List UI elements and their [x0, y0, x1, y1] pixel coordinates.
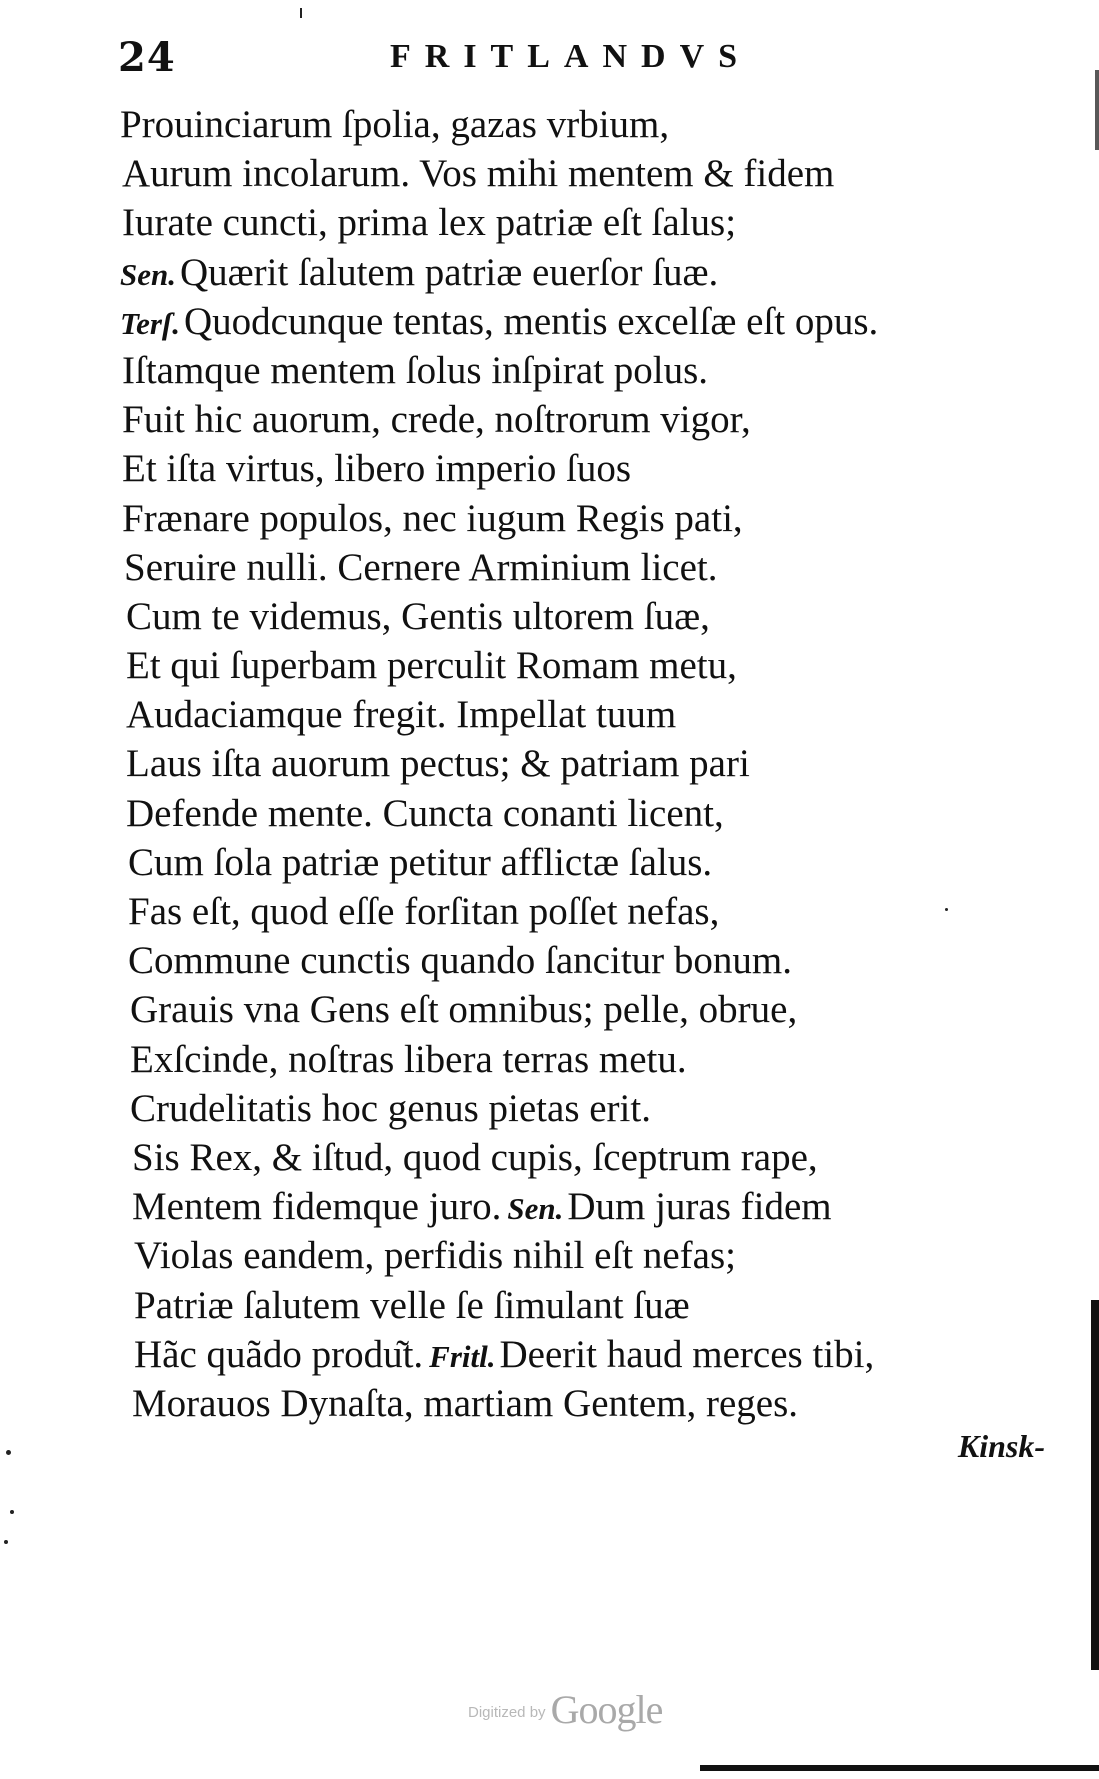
- verse-line: [120, 1133, 1070, 1182]
- verse-line: [120, 395, 1070, 444]
- verse-text: Seruire nulli. Cernere Arminium licet.: [124, 545, 718, 589]
- page-number: 24: [118, 34, 176, 81]
- speaker-label: Sen.: [507, 1191, 564, 1227]
- verse-line: [120, 444, 1070, 493]
- verse-line: [120, 1035, 1070, 1084]
- verse-line: [120, 739, 1070, 788]
- speaker-label: Fritl.: [429, 1338, 496, 1374]
- verse-line: [120, 690, 1070, 739]
- verse-line: [120, 936, 1070, 985]
- verse-text: Laus iſta auorum pectus; & patriam pari: [126, 742, 750, 786]
- verse-line: [120, 1182, 1070, 1231]
- page-bottom-edge: [700, 1765, 1099, 1771]
- catchword: Kinsk-: [957, 1428, 1045, 1464]
- verse-line: [120, 1231, 1070, 1280]
- verse-line: [120, 543, 1070, 592]
- ink-speck: [945, 908, 948, 911]
- verse-line: [120, 985, 1070, 1034]
- running-head: FRITLANDVS: [390, 38, 752, 75]
- verse-text: Frænare populos, nec iugum Regis pati,: [122, 496, 743, 540]
- verse-text: Aurum incolarum. Vos mihi mentem & fidem: [122, 152, 835, 196]
- verse-line: [120, 1379, 1070, 1428]
- verse-text: Iſtamque mentem ſolus inſpirat polus.: [122, 348, 708, 392]
- verse-text: Grauis vna Gens eſt omnibus; pelle, obrue,: [130, 988, 798, 1032]
- speaker-label: Terſ.: [120, 305, 180, 341]
- verse-line: [120, 592, 1070, 641]
- verse-text: Morauos Dynaſta, martiam Gentem, reges.: [132, 1381, 799, 1425]
- verse-text: Crudelitatis hoc genus pietas erit.: [130, 1086, 651, 1130]
- ink-speck: [4, 1540, 8, 1544]
- verse-line: [120, 887, 1070, 936]
- ink-speck: [6, 1450, 11, 1455]
- verse-text: Mentem fidemque juro.: [132, 1185, 502, 1229]
- verse-line: [120, 641, 1070, 690]
- verse-line: [120, 198, 1070, 247]
- verse-text: Quærit ſalutem patriæ euerſor ſuæ.: [180, 250, 719, 294]
- verse-text: Et iſta virtus, libero imperio ſuos: [122, 447, 632, 491]
- verse-line: [120, 100, 1070, 149]
- page-edge-mark: [1095, 70, 1099, 150]
- verse-text: Et qui ſuperbam perculit Romam metu,: [126, 644, 737, 688]
- verse-line: [120, 1330, 1070, 1379]
- verse-text: Violas eandem, perfidis nihil eſt nefas;: [134, 1234, 736, 1278]
- verse-line: [120, 494, 1070, 543]
- verse-line: [120, 838, 1070, 887]
- verse-line: [120, 297, 1070, 346]
- verse-text: Sis Rex, & iſtud, quod cupis, ſceptrum rape,: [132, 1135, 818, 1179]
- verse-text: Deerit haud merces tibi,: [499, 1332, 875, 1376]
- verse-line: [120, 1281, 1070, 1330]
- verse-text: Cum te videmus, Gentis ultorem ſuæ,: [126, 594, 710, 638]
- verse-line: [120, 1084, 1070, 1133]
- verse-text: Commune cunctis quando ſancitur bonum.: [128, 939, 792, 983]
- verse-text: Cum ſola patriæ petitur afflictæ ſalus.: [128, 840, 713, 884]
- verse-text: Iurate cuncti, prima lex patriæ eſt ſalus;: [122, 201, 737, 245]
- ink-speck: [300, 8, 302, 18]
- verse-line: [120, 789, 1070, 838]
- verse-text: Audaciamque fregit. Impellat tuum: [126, 693, 677, 737]
- verse-text: Quodcunque tentas, mentis excelſæ eſt opus.: [184, 299, 879, 343]
- verse-text: Defende mente. Cuncta conanti licent,: [126, 791, 724, 835]
- verse-block: [120, 100, 1070, 1428]
- verse-text: Fas eſt, quod eſſe forſitan poſſet nefas,: [128, 890, 720, 933]
- digitized-label: Digitized by: [468, 1704, 546, 1721]
- page-edge-shadow: [1091, 1300, 1099, 1670]
- ink-speck: [10, 1510, 14, 1514]
- digitized-by-google-watermark: [468, 1686, 662, 1733]
- verse-text: Fuit hic auorum, crede, noſtrorum vigor,: [122, 398, 751, 442]
- speaker-label: Sen.: [120, 256, 176, 292]
- verse-text: Prouinciarum ſpolia, gazas vrbium,: [120, 103, 670, 146]
- verse-line: [120, 346, 1070, 395]
- verse-line: [120, 149, 1070, 198]
- verse-text: Exſcinde, noſtras libera terras metu.: [130, 1037, 687, 1081]
- verse-text: Patriæ ſalutem velle ſe ſimulant ſuæ: [134, 1283, 690, 1327]
- verse-line: [120, 248, 1070, 297]
- verse-text: Dum juras fidem: [567, 1185, 832, 1229]
- page-header: [118, 34, 838, 84]
- google-logo: Google: [550, 1687, 663, 1732]
- verse-text: Hãc quãdo produ͂t.: [134, 1332, 424, 1376]
